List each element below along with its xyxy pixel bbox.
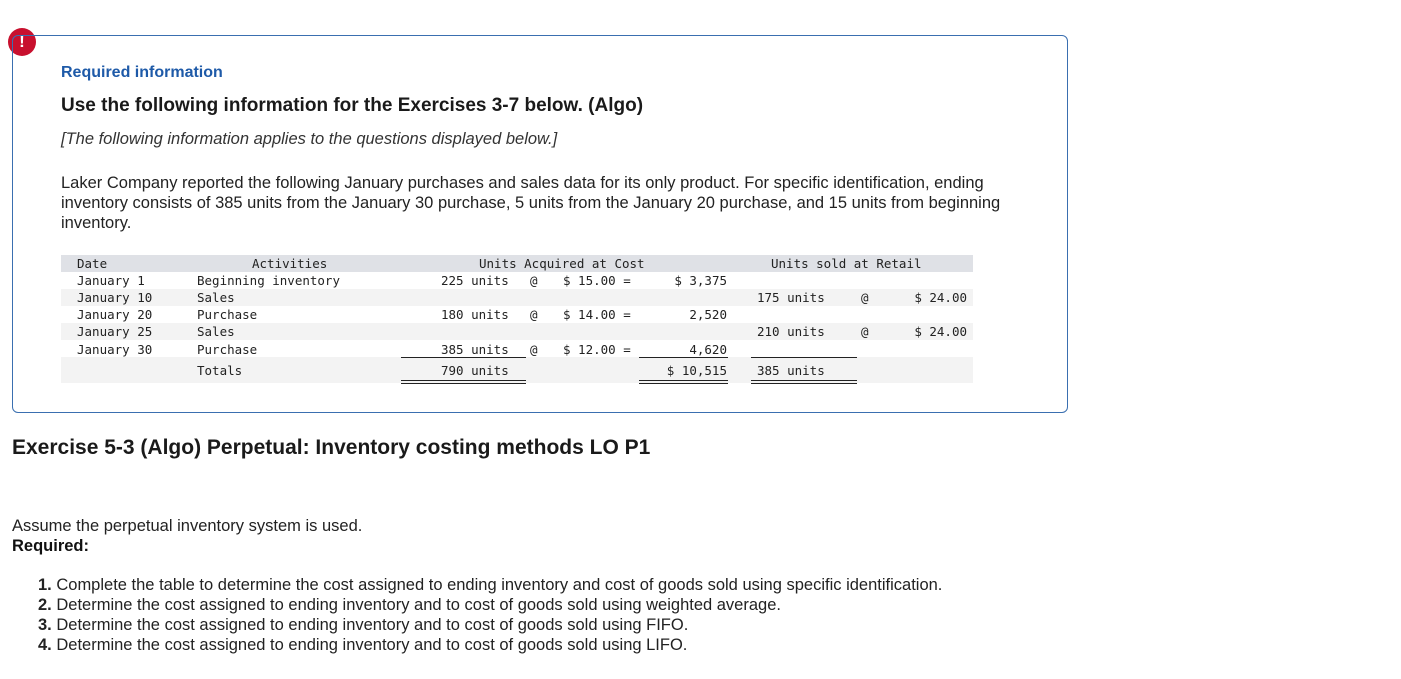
- row-activity: Purchase: [197, 342, 258, 357]
- row-date: January 1: [77, 273, 145, 288]
- row-sold-price: $ 24.00: [914, 324, 967, 339]
- row-acquired-total: 4,620: [689, 342, 727, 357]
- total-double-rule: [751, 380, 857, 381]
- step-number: 1.: [38, 576, 52, 594]
- required-information-panel: [12, 35, 1068, 413]
- header-units-sold: Units sold at Retail: [771, 256, 922, 271]
- required-label: Required:: [12, 537, 90, 555]
- row-activity: Purchase: [197, 307, 258, 322]
- row-acquired-at: @: [530, 307, 538, 322]
- info-heading: Use the following information for the Exercises 3-7 below. (Algo): [61, 95, 644, 116]
- subtotal-rule: [751, 357, 857, 358]
- row-acquired-units: 180 units: [441, 307, 509, 322]
- assume-text: Assume the perpetual inventory system is used.: [12, 517, 363, 535]
- subtotal-rule: [639, 357, 728, 358]
- row-activity: Sales: [197, 324, 235, 339]
- inventory-table: [61, 255, 973, 385]
- row-sold-units: 175 units: [757, 290, 825, 305]
- total-double-rule: [401, 380, 526, 381]
- row-acquired-total: $ 3,375: [674, 273, 727, 288]
- row-acquired-units: 225 units: [441, 273, 509, 288]
- row-acquired-units: 385 units: [441, 342, 509, 357]
- totals-sold-units: 385 units: [757, 363, 825, 378]
- required-information-label: Required information: [61, 64, 223, 81]
- row-sold-at: @: [861, 290, 869, 305]
- step-text: Determine the cost assigned to ending inventory and to cost of goods sold using weighted average.: [51, 596, 781, 614]
- row-sold-units: 210 units: [757, 324, 825, 339]
- row-date: January 25: [77, 324, 153, 339]
- row-activity: Sales: [197, 290, 235, 305]
- subtotal-rule: [401, 357, 526, 358]
- step-number: 4.: [38, 636, 52, 654]
- required-steps-list: [38, 575, 942, 655]
- row-acquired-at: @: [530, 342, 538, 357]
- applies-note: [The following information applies to the questions displayed below.]: [61, 130, 558, 148]
- header-date: Date: [77, 256, 108, 271]
- totals-acquired-units: 790 units: [441, 363, 509, 378]
- step-text: Determine the cost assigned to ending inventory and to cost of goods sold using LIFO.: [51, 636, 688, 654]
- row-acquired-at: @: [530, 273, 538, 288]
- totals-acquired-total: $ 10,515: [666, 363, 727, 378]
- list-item: [38, 575, 942, 595]
- row-date: January 10: [77, 290, 153, 305]
- total-double-rule: [751, 383, 857, 384]
- row-date: January 30: [77, 342, 153, 357]
- row-activity: Beginning inventory: [197, 273, 340, 288]
- row-sold-at: @: [861, 324, 869, 339]
- row-acquired-price: $ 15.00 =: [563, 273, 631, 288]
- intro-paragraph: Laker Company reported the following January purchases and sales data for its only product. For specific identification, ending inventory consists of 385 units from the January 30 purchase, 5 units from the January 20 purchase, and 15 units from beginning inventory.: [61, 174, 1001, 232]
- step-number: 2.: [38, 596, 52, 614]
- step-number: 3.: [38, 616, 52, 634]
- row-sold-price: $ 24.00: [914, 290, 967, 305]
- exercise-title: Exercise 5-3 (Algo) Perpetual: Inventory costing methods LO P1: [12, 436, 651, 459]
- alert-icon: !: [8, 28, 36, 56]
- list-item: [38, 635, 942, 655]
- step-text: Complete the table to determine the cost assigned to ending inventory and cost of goods sold using specific identification.: [51, 576, 943, 594]
- totals-label: Totals: [197, 363, 243, 378]
- header-units-acquired: Units Acquired at Cost: [479, 256, 645, 271]
- row-date: January 20: [77, 307, 153, 322]
- header-activities: Activities: [252, 256, 328, 271]
- row-acquired-total: 2,520: [689, 307, 727, 322]
- list-item: [38, 615, 942, 635]
- total-double-rule: [401, 383, 526, 384]
- step-text: Determine the cost assigned to ending inventory and to cost of goods sold using FIFO.: [51, 616, 689, 634]
- total-double-rule: [639, 383, 728, 384]
- row-acquired-price: $ 12.00 =: [563, 342, 631, 357]
- total-double-rule: [639, 380, 728, 381]
- row-acquired-price: $ 14.00 =: [563, 307, 631, 322]
- list-item: [38, 595, 942, 615]
